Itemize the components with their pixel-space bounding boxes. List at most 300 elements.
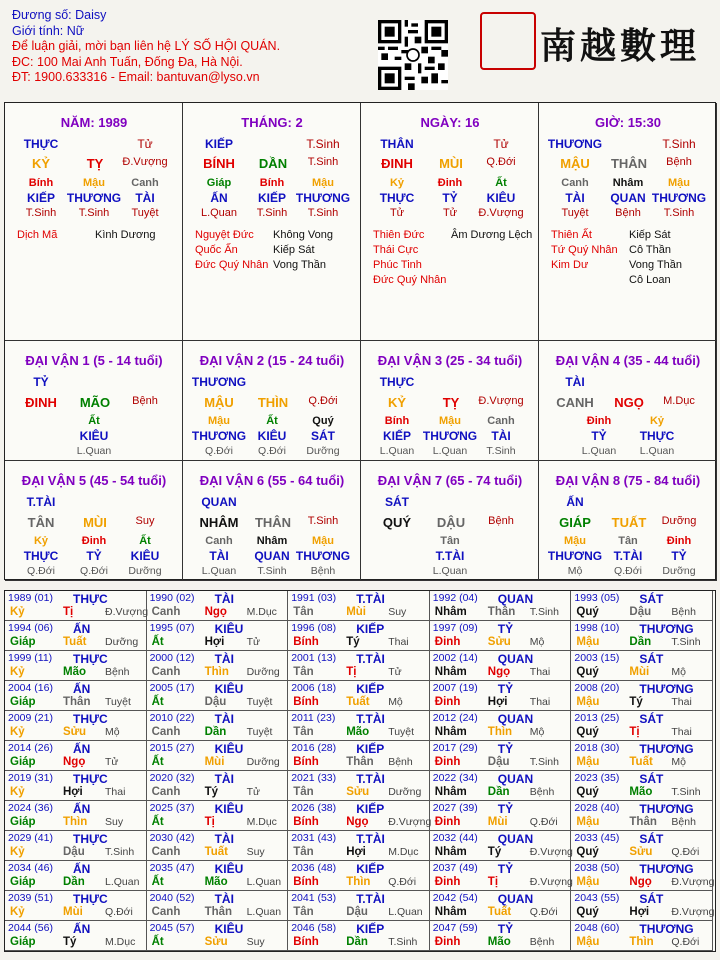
year-star: KIẾP xyxy=(356,862,385,876)
year-branch: Mão xyxy=(204,876,228,888)
shensha-left: Thiên Ất xyxy=(551,229,592,241)
year-stage: Dưỡng xyxy=(388,786,422,798)
year-label: 2015 (27) xyxy=(149,742,195,754)
luck-stem: CANH xyxy=(556,395,594,410)
year-stem: Canh xyxy=(151,666,181,678)
years-grid xyxy=(4,590,716,952)
year-stage: Tử xyxy=(105,756,119,768)
year-stage: Mộ xyxy=(529,726,545,738)
luck-branch: TUẤT xyxy=(611,515,647,530)
year-branch: Tuất xyxy=(629,756,653,768)
year-branch: Hợi xyxy=(63,786,83,798)
year-stem: Kỷ xyxy=(10,666,25,678)
year-star: T.TÀI xyxy=(356,832,385,846)
pillar-stem: KỶ xyxy=(31,156,51,171)
contact-line: Để luận giải, mời bạn liên hệ LÝ SỐ HỘI QUÁN. xyxy=(12,39,281,53)
luck-hidden-stem: Đinh xyxy=(81,535,107,547)
pillar-title: THÁNG: 2 xyxy=(241,115,303,130)
luck-pillar-7 xyxy=(361,461,539,581)
year-stem: Giáp xyxy=(10,816,36,828)
shensha-left: Dịch Mã xyxy=(17,229,58,241)
year-star: TÀI xyxy=(214,892,234,906)
luck-pillar-5 xyxy=(5,461,183,581)
year-cell xyxy=(288,801,430,831)
luck-branch: TỴ xyxy=(442,395,460,410)
hidden-stem: Canh xyxy=(131,177,159,189)
year-stage: Thai xyxy=(105,786,126,798)
year-stage: Tử xyxy=(388,666,402,678)
year-stem: Tân xyxy=(293,606,314,618)
year-label: 2046 (58) xyxy=(291,922,337,934)
year-cell xyxy=(147,801,289,831)
year-cell xyxy=(147,831,289,861)
year-stage: Suy xyxy=(246,846,265,858)
hidden-stage: T.Sinh xyxy=(256,207,288,219)
year-stage: Suy xyxy=(105,816,124,828)
year-branch: Dần xyxy=(346,936,368,948)
year-label: 1989 (01) xyxy=(8,592,53,604)
hidden-stage: Tử xyxy=(442,207,458,219)
year-stage: Suy xyxy=(388,606,407,618)
year-label: 1995 (07) xyxy=(149,622,195,634)
year-stem: Nhâm xyxy=(434,726,467,738)
year-label: 2030 (42) xyxy=(149,832,195,844)
luck-branch: THÌN xyxy=(257,395,289,410)
luck-hidden-stem: Kỷ xyxy=(33,535,49,547)
luck-hidden-stage: Q.Đới xyxy=(258,445,286,457)
luck-hidden-stem: Tân xyxy=(440,535,460,547)
year-stage: Tuyệt xyxy=(246,696,273,708)
luck-hidden-stem: Mậu xyxy=(439,415,461,427)
year-branch: Tý xyxy=(487,846,502,858)
year-star: SÁT xyxy=(639,892,664,906)
luck-hidden-stage: L.Quan xyxy=(639,445,675,457)
luck-title: ĐẠI VẬN 3 (25 - 34 tuổi) xyxy=(377,353,523,368)
year-stem: Mậu xyxy=(576,876,600,888)
luck-hidden-stem: Quý xyxy=(312,415,334,427)
luck-branch: NGỌ xyxy=(614,395,644,410)
year-stage: Bệnh xyxy=(388,756,413,768)
year-stem: Giáp xyxy=(10,876,36,888)
year-branch: Dậu xyxy=(63,846,85,858)
year-star: ẤN xyxy=(73,682,91,696)
year-stem: Đinh xyxy=(434,816,461,828)
year-cell xyxy=(430,801,572,831)
year-star: QUAN xyxy=(497,652,534,666)
luck-stem: GIÁP xyxy=(559,515,591,530)
year-label: 2024 (36) xyxy=(8,802,53,814)
shensha-left: Đức Quý Nhân xyxy=(195,259,269,271)
year-cell xyxy=(147,711,289,741)
year-branch: Dậu xyxy=(346,906,368,918)
year-star: THƯƠNG xyxy=(639,622,694,636)
year-stem: Ất xyxy=(151,696,164,708)
year-stem: Quý xyxy=(576,786,599,798)
pillar-title: NGÀY: 16 xyxy=(420,115,480,130)
luck-hidden-stage: Mộ xyxy=(567,565,583,577)
year-stage: Bệnh xyxy=(529,936,555,948)
year-stem: Tân xyxy=(293,786,314,798)
luck-hidden-star: TỶ xyxy=(671,549,687,563)
year-cell xyxy=(5,741,147,771)
year-stem: Giáp xyxy=(10,636,36,648)
year-cell xyxy=(571,801,713,831)
shensha-right: Vong Thần xyxy=(629,259,683,271)
year-stem: Quý xyxy=(576,906,599,918)
year-star: KIÊU xyxy=(214,922,244,936)
year-label: 2038 (50) xyxy=(574,862,620,874)
year-cell xyxy=(5,711,147,741)
shensha-right: Kiếp Sát xyxy=(273,244,315,256)
year-cell xyxy=(430,711,572,741)
year-cell xyxy=(147,681,289,711)
luck-hidden-stage: Dưỡng xyxy=(306,445,340,457)
year-label: 2028 (40) xyxy=(574,802,620,814)
year-cell xyxy=(571,831,713,861)
pillar-branch-stage: T.Sinh xyxy=(307,156,339,168)
hidden-stem: Bính xyxy=(28,177,54,189)
year-star: SÁT xyxy=(639,832,664,846)
year-branch: Mùi xyxy=(204,756,225,768)
year-label: 2029 (41) xyxy=(8,832,53,844)
luck-pillar-8 xyxy=(539,461,717,581)
luck-hidden-star: THƯƠNG xyxy=(422,429,478,443)
year-branch: Tuất xyxy=(346,696,370,708)
luck-hidden-stem: Canh xyxy=(205,535,233,547)
luck-hidden-star: T.TÀI xyxy=(435,549,465,563)
year-branch: Tị xyxy=(63,606,74,618)
luck-hidden-stage: L.Quan xyxy=(201,565,237,577)
year-stage: Bệnh xyxy=(105,666,130,678)
year-cell xyxy=(571,921,713,951)
year-stem: Nhâm xyxy=(434,786,467,798)
luck-star: TỶ xyxy=(33,375,49,389)
pillar-title: NĂM: 1989 xyxy=(60,115,128,130)
hidden-star: THỰC xyxy=(379,191,415,205)
pillar-branch: TỴ xyxy=(86,156,104,171)
luck-hidden-star: THƯƠNG xyxy=(191,429,247,443)
year-cell xyxy=(5,921,147,951)
year-label: 2043 (55) xyxy=(574,892,620,904)
year-cell xyxy=(147,861,289,891)
year-branch: Mùi xyxy=(629,666,650,678)
luck-hidden-stage: L.Quan xyxy=(76,445,112,457)
year-cell xyxy=(5,771,147,801)
year-label: 2033 (45) xyxy=(574,832,620,844)
year-stage: Mộ xyxy=(388,696,403,708)
year-branch: Thân xyxy=(204,906,233,918)
year-branch: Tý xyxy=(629,696,643,708)
year-branch: Sửu xyxy=(346,786,370,798)
year-stage: T.Sinh xyxy=(671,786,701,798)
luck-hidden-stem: Nhâm xyxy=(256,535,288,547)
year-label: 2045 (57) xyxy=(149,922,195,934)
year-branch: Hợi xyxy=(204,636,225,648)
year-cell xyxy=(430,891,572,921)
luck-hidden-star: T.TÀI xyxy=(613,549,643,563)
hidden-stem: Nhâm xyxy=(612,177,644,189)
shensha-left: Đức Quý Nhân xyxy=(373,274,447,286)
year-stem: Nhâm xyxy=(434,606,467,618)
year-stem: Bính xyxy=(293,636,319,648)
year-star: TÀI xyxy=(214,652,234,666)
luck-hidden-star: KIÊU xyxy=(130,549,160,563)
shensha-right: Kiếp Sát xyxy=(629,229,671,241)
year-branch: Dần xyxy=(487,786,510,798)
year-cell xyxy=(430,621,572,651)
shensha-right: Cô Loan xyxy=(629,274,671,286)
year-label: 2007 (19) xyxy=(432,682,478,694)
year-cell xyxy=(288,741,430,771)
year-label: 2023 (35) xyxy=(574,772,620,784)
year-stage: Tử xyxy=(246,636,261,648)
year-label: 2002 (14) xyxy=(432,652,478,664)
year-stage: Thai xyxy=(671,696,692,708)
year-stem: Ất xyxy=(151,816,164,828)
year-stage: Dưỡng xyxy=(105,636,139,648)
year-stage: Tuyệt xyxy=(388,726,415,738)
shensha-left: Nguyệt Đức xyxy=(195,229,254,241)
year-star: ẤN xyxy=(73,922,91,936)
year-label: 2012 (24) xyxy=(432,712,478,724)
year-star: THƯƠNG xyxy=(639,802,694,816)
year-cell xyxy=(430,831,572,861)
hidden-stage: T.Sinh xyxy=(307,207,339,219)
year-stage: M.Dục xyxy=(246,816,277,828)
hidden-stage: Bệnh xyxy=(615,207,641,219)
pillar-stem: MẬU xyxy=(560,156,590,171)
luck-stage: Đ.Vượng xyxy=(478,395,524,407)
year-branch: Dần xyxy=(204,726,227,738)
year-branch: Tị xyxy=(629,726,640,738)
pillar-main-star: THƯƠNG xyxy=(547,137,603,151)
year-branch: Thìn xyxy=(629,936,654,948)
year-star: THỰC xyxy=(73,892,108,906)
luck-hidden-stem: Đinh xyxy=(666,535,692,547)
year-stem: Canh xyxy=(151,606,181,618)
year-label: 2022 (34) xyxy=(432,772,478,784)
year-cell xyxy=(288,681,430,711)
hidden-star: THƯƠNG xyxy=(651,191,707,205)
luck-pillar-1 xyxy=(5,341,183,461)
year-star: TỶ xyxy=(497,622,514,636)
year-label: 2021 (33) xyxy=(291,772,337,784)
year-star: SÁT xyxy=(639,652,664,666)
year-stage: Dưỡng xyxy=(246,666,280,678)
year-branch: Thân xyxy=(63,696,91,708)
year-stem: Đinh xyxy=(434,876,461,888)
year-branch: Ngọ xyxy=(204,606,227,618)
year-branch: Tị xyxy=(346,666,357,678)
year-branch: Mùi xyxy=(487,816,508,828)
year-stem: Tân xyxy=(293,846,314,858)
year-stem: Quý xyxy=(576,606,599,618)
year-cell xyxy=(430,921,572,951)
luck-stage: Bệnh xyxy=(132,395,158,407)
year-stem: Ất xyxy=(151,756,164,768)
year-label: 1999 (11) xyxy=(8,652,53,664)
pillar-branch: THÂN xyxy=(610,156,648,171)
year-stage: Suy xyxy=(246,936,265,948)
year-label: 2001 (13) xyxy=(291,652,337,664)
year-stage: T.Sinh xyxy=(529,756,559,768)
year-stage: Tuyệt xyxy=(246,726,273,738)
year-stage: Q.Đới xyxy=(671,936,700,948)
year-stem: Quý xyxy=(576,726,599,738)
year-branch: Dần xyxy=(629,636,652,648)
year-branch: Mão xyxy=(487,936,511,948)
year-cell xyxy=(288,591,430,621)
luck-hidden-stage: L.Quan xyxy=(581,445,617,457)
year-stage: Tuyệt xyxy=(105,696,131,708)
luck-hidden-star: TÀI xyxy=(491,429,511,443)
year-cell xyxy=(147,741,289,771)
year-cell xyxy=(571,891,713,921)
luck-star: T.TÀI xyxy=(26,495,56,509)
year-stem: Kỷ xyxy=(10,906,25,918)
year-star: T.TÀI xyxy=(356,652,385,666)
year-cell xyxy=(147,891,289,921)
year-stem: Đinh xyxy=(434,636,461,648)
year-label: 2016 (28) xyxy=(291,742,337,754)
luck-stem: TÂN xyxy=(27,515,55,530)
year-cell xyxy=(5,831,147,861)
luck-hidden-stem: Mậu xyxy=(564,535,586,547)
pillar-stem: ĐINH xyxy=(381,156,413,171)
year-branch: Hợi xyxy=(629,906,650,918)
year-star: SÁT xyxy=(639,772,664,786)
year-cell xyxy=(288,921,430,951)
shensha-left: Kim Dư xyxy=(551,259,589,271)
year-cell xyxy=(288,771,430,801)
year-stage: T.Sinh xyxy=(671,636,701,648)
year-label: 2011 (23) xyxy=(291,712,336,724)
year-stage: M.Dục xyxy=(246,606,277,618)
year-star: QUAN xyxy=(497,772,534,786)
luck-pillar-2 xyxy=(183,341,361,461)
luck-hidden-star: THƯƠNG xyxy=(547,549,603,563)
year-star: THƯƠNG xyxy=(639,922,694,936)
pillar-1 xyxy=(5,103,183,341)
year-stem: Tân xyxy=(293,726,314,738)
year-cell xyxy=(571,771,713,801)
year-branch: Tuất xyxy=(63,636,87,648)
year-label: 2020 (32) xyxy=(149,772,195,784)
luck-branch: MÃO xyxy=(79,395,111,410)
year-star: KIẾP xyxy=(356,742,385,756)
year-star: KIẾP xyxy=(356,622,385,636)
luck-pillar-6 xyxy=(183,461,361,581)
year-branch: Thân xyxy=(346,756,374,768)
year-label: 2031 (43) xyxy=(291,832,337,844)
year-stage: Đ.Vượng xyxy=(388,816,432,828)
luck-hidden-stem: Bính xyxy=(384,415,410,427)
year-cell xyxy=(5,621,147,651)
luck-hidden-stage: T.Sinh xyxy=(257,565,287,577)
year-stage: L.Quan xyxy=(388,906,423,918)
year-branch: Ngọ xyxy=(63,756,86,768)
year-stage: Thai xyxy=(671,726,692,738)
year-cell xyxy=(430,651,572,681)
year-star: THỰC xyxy=(73,772,108,786)
year-star: T.TÀI xyxy=(356,892,385,906)
year-label: 2047 (59) xyxy=(432,922,478,934)
year-label: 1997 (09) xyxy=(432,622,478,634)
shensha-right: Không Vong xyxy=(273,229,333,241)
luck-title: ĐẠI VẬN 4 (35 - 44 tuổi) xyxy=(555,353,701,368)
address-line: ĐC: 100 Mai Anh Tuấn, Đống Đa, Hà Nội. xyxy=(12,54,243,69)
year-branch: Dậu xyxy=(204,696,227,708)
year-stage: Tử xyxy=(246,786,261,798)
hidden-stem: Ất xyxy=(495,177,507,189)
year-label: 2009 (21) xyxy=(8,712,53,724)
shensha-left: Quốc Ấn xyxy=(195,244,238,256)
pillar-branch: MÙI xyxy=(439,156,463,171)
luck-stage: T.Sinh xyxy=(307,515,339,527)
pillar-branch-stage: Q.Đới xyxy=(486,156,516,168)
year-label: 2010 (22) xyxy=(149,712,195,724)
year-cell xyxy=(288,831,430,861)
hidden-stem: Bính xyxy=(259,177,285,189)
hidden-stem: Mậu xyxy=(83,177,105,189)
year-label: 2027 (39) xyxy=(432,802,478,814)
luck-stage: Q.Đới xyxy=(308,395,338,407)
year-star: ẤN xyxy=(73,862,91,876)
year-branch: Thân xyxy=(487,606,516,618)
luck-stem: ĐINH xyxy=(25,395,57,410)
pillar-2 xyxy=(183,103,361,341)
shensha-left: Thái Cực xyxy=(373,244,419,256)
year-cell xyxy=(147,651,289,681)
year-stage: L.Quan xyxy=(246,876,282,888)
hidden-star: TÀI xyxy=(565,191,585,205)
year-star: KIÊU xyxy=(214,862,244,876)
luck-hidden-star: THƯƠNG xyxy=(295,549,351,563)
year-cell xyxy=(430,861,572,891)
luck-hidden-stem: Kỷ xyxy=(649,415,665,427)
year-stage: Q.Đới xyxy=(529,816,558,828)
year-stage: Q.Đới xyxy=(671,846,700,858)
year-cell xyxy=(5,801,147,831)
year-stem: Ất xyxy=(151,936,164,948)
pillar-3 xyxy=(361,103,539,341)
year-stem: Kỷ xyxy=(10,606,25,618)
year-label: 2040 (52) xyxy=(149,892,195,904)
year-star: TỶ xyxy=(497,742,514,756)
luck-hidden-stem: Đinh xyxy=(586,415,612,427)
year-stem: Kỷ xyxy=(10,726,25,738)
year-stage: T.Sinh xyxy=(105,846,135,858)
year-stage: Bệnh xyxy=(671,606,696,618)
luck-stage: Suy xyxy=(135,515,155,527)
luck-hidden-stage: Bệnh xyxy=(310,565,336,577)
year-branch: Tuất xyxy=(487,906,512,918)
pillar-stem-stage: Tử xyxy=(493,137,509,151)
year-label: 2003 (15) xyxy=(574,652,620,664)
qr-code-icon xyxy=(378,20,448,90)
year-stem: Kỷ xyxy=(10,846,25,858)
year-branch: Thìn xyxy=(63,816,88,828)
year-branch: Tị xyxy=(204,816,215,828)
luck-pillar-4 xyxy=(539,341,717,461)
year-stage: Dưỡng xyxy=(246,756,280,768)
pillar-branch: DẦN xyxy=(258,156,288,171)
year-cell xyxy=(288,711,430,741)
year-cell xyxy=(288,891,430,921)
year-stage: Mộ xyxy=(671,756,686,768)
luck-hidden-stem: Ất xyxy=(139,535,151,547)
year-branch: Thân xyxy=(629,816,657,828)
